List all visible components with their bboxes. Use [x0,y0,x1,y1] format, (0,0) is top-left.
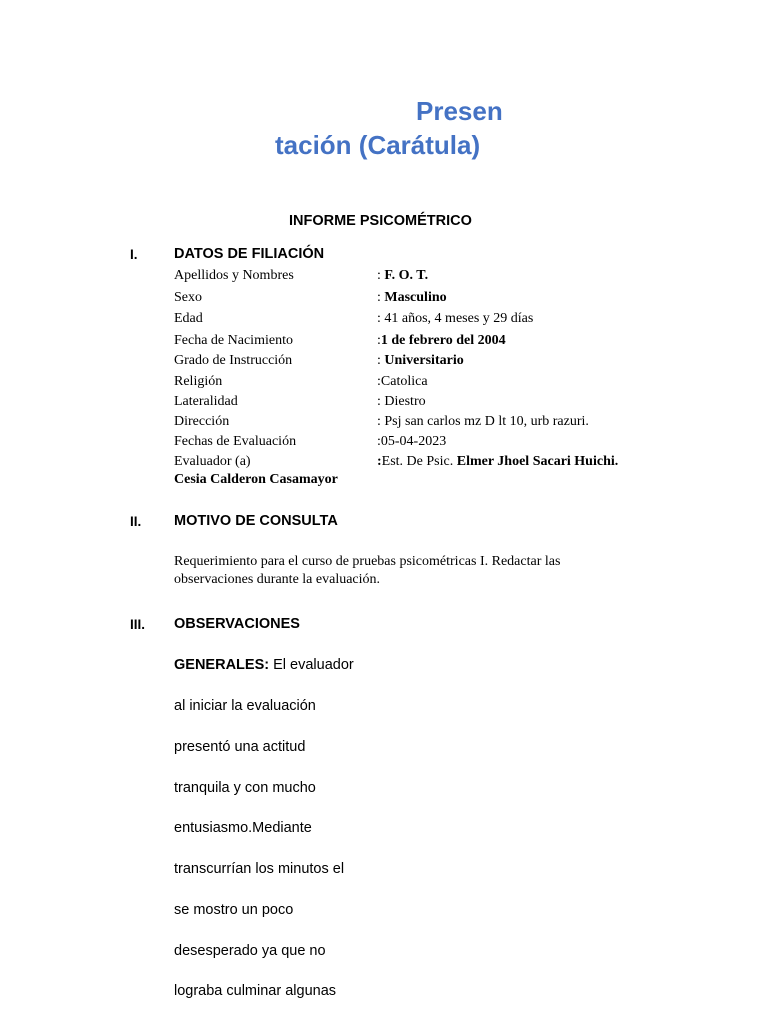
cover-title-line-2: tación (Carátula) [275,130,481,160]
field-value [377,268,428,284]
section-1-numeral: I. [130,247,138,262]
field-value-text: 05-04-2023 [380,434,447,449]
field-value-text: Universitario [384,353,464,368]
field-separator: : [377,311,385,326]
observation-line: tranquila y con mucho [174,780,316,796]
field-separator: : [377,414,385,429]
field-separator: : [377,353,385,368]
section-2-heading: MOTIVO DE CONSULTA [174,513,338,529]
field-value-text: Psj san carlos mz D lt 10, urb razuri. [384,414,589,429]
field-value-text: 41 años, 4 meses y 29 días [384,311,534,326]
field-label: Religión [174,374,223,389]
report-title: INFORME PSICOMÉTRICO [289,213,472,229]
field-value-text: Diestro [384,394,426,409]
section-2-numeral: II. [130,514,142,529]
section-2-text-line-1: Requerimiento para el curso de pruebas psicométricas I. Redactar las [174,554,561,569]
observation-line: al iniciar la evaluación [174,698,316,714]
field-label: Edad [174,311,203,326]
observation-text: El evaluador [269,657,354,673]
field-value [377,434,446,450]
observation-line: lograba culminar algunas [174,983,337,999]
field-label: Grado de Instrucción [174,353,293,368]
evaluator-title: Est. De Psic. [381,454,457,469]
observation-line: desesperado ya que no [174,943,326,959]
observation-line: entusiasmo.Mediante [174,820,312,836]
field-separator: : [377,333,381,348]
field-value-text: F. O. T. [384,268,429,283]
section-1-heading: DATOS DE FILIACIÓN [174,246,325,262]
field-value [377,353,464,369]
field-value [377,290,447,306]
field-value [377,414,589,430]
field-separator: : [377,434,381,449]
evaluator-value [377,454,618,470]
field-separator: : [377,374,381,389]
evaluator-name-1: Elmer Jhoel Sacari Huichi. [456,454,619,469]
evaluator-name-2: Cesia Calderon Casamayor [174,472,338,487]
cover-title-line-1: Presen [416,96,503,126]
observation-line: se mostro un poco [174,902,294,918]
field-value-text: 1 de febrero del 2004 [380,333,506,348]
observation-line: presentó una actitud [174,739,306,755]
observation-lead-label: GENERALES: [174,657,270,673]
section-3-heading: OBSERVACIONES [174,616,300,632]
field-value [377,374,428,390]
field-separator: : [377,454,382,469]
observation-line [174,657,354,673]
evaluator-label: Evaluador (a) [174,454,251,469]
field-label: Sexo [174,290,202,305]
field-label: Apellidos y Nombres [174,268,294,283]
field-label: Fecha de Nacimiento [174,333,293,348]
field-label: Lateralidad [174,394,238,409]
field-value [377,333,506,349]
field-value-text: Catolica [380,374,428,389]
field-separator: : [377,290,385,305]
section-3-numeral: III. [130,617,146,632]
field-separator: : [377,394,385,409]
field-label: Dirección [174,414,230,429]
field-value-text: Masculino [384,290,447,305]
section-2-text-line-2: observaciones durante la evaluación. [174,572,381,587]
field-value [377,311,533,327]
observation-line: transcurrían los minutos el [174,861,345,877]
field-label: Fechas de Evaluación [174,434,297,449]
field-value [377,394,426,410]
field-separator: : [377,268,385,283]
